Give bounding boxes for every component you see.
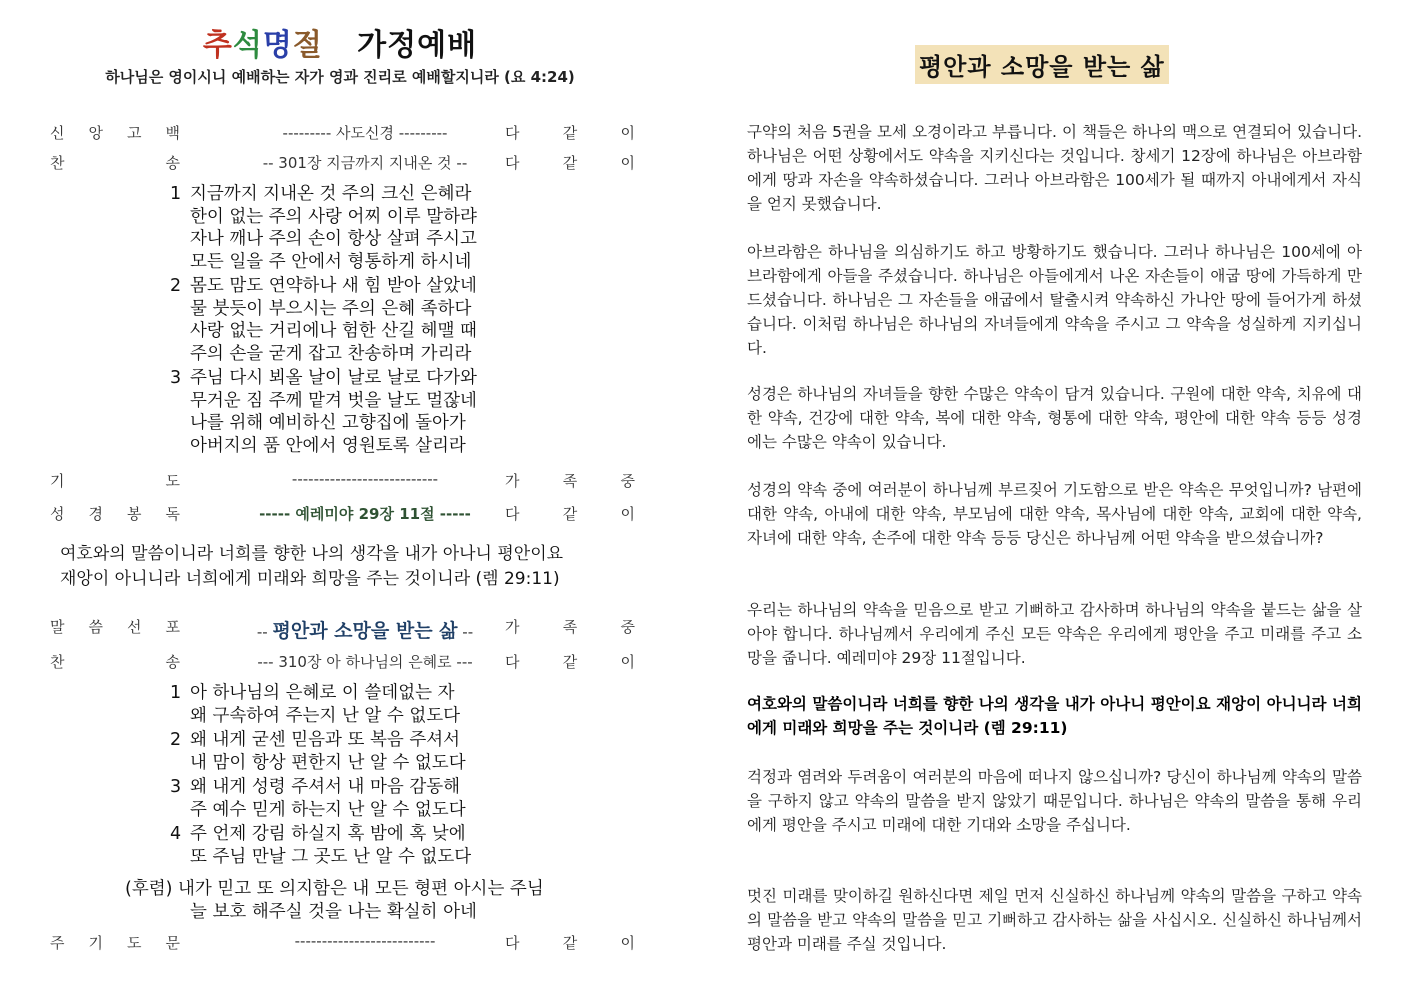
order-label: 찬 송	[50, 154, 180, 172]
page-title	[0, 20, 680, 64]
order-who: 가 족 중	[505, 618, 635, 636]
verse-line: 또 주님 만날 그 곳도 난 알 수 없도다	[190, 846, 472, 867]
verse-line: 왜 구속하여 주는지 난 알 수 없도다	[190, 705, 461, 726]
verse-line: 주 언제 강림 하실지 혹 밤에 혹 낮에	[190, 824, 466, 844]
verse-line: 아버지의 품 안에서 영원토록 살리라	[190, 435, 466, 456]
order-middle: --- 310장 아 하나님의 은혜로 ---	[257, 653, 473, 671]
sermon-scripture-quote: 여호와의 말씀이니라 너희를 향한 나의 생각을 내가 아나니 평안이요 재앙이 아니니라 너희에게 미래와 희망을 주는 것이니라 (렘 29:11)	[747, 695, 1362, 737]
order-who: 다 같 이	[505, 505, 635, 523]
order-middle: --------- 사도신경 ---------	[282, 124, 448, 142]
order-row-creed	[50, 122, 640, 146]
hymn-301-lyrics	[170, 183, 590, 459]
title-char-2: 석	[232, 28, 263, 63]
verse-number: 1	[170, 683, 182, 703]
verse-line: 무거운 짐 주께 맡겨 벗을 날도 멀잖네	[190, 390, 477, 411]
verse-line: 나를 위해 예비하신 고향집에 돌아가	[190, 413, 466, 433]
order-who: 다 같 이	[505, 934, 635, 952]
order-row-hymn1	[50, 152, 640, 176]
order-row-sermon	[50, 616, 640, 640]
sermon-heading: 평안과 소망을 받는 삶	[915, 45, 1169, 84]
order-label: 기 도	[50, 472, 180, 490]
verse-line: 왜 내게 성령 주셔서 내 마음 감동해	[190, 777, 461, 797]
chorus-line: (후렴) 내가 믿고 또 의지함은 내 모든 형편 아시는 주님	[125, 879, 544, 899]
title-char-3: 명	[262, 28, 293, 63]
verse-line: 아 하나님의 은혜로 이 쓸데없는 자	[190, 683, 455, 703]
left-page	[0, 0, 700, 992]
order-label: 신 앙 고 백	[50, 124, 180, 142]
title-char-4: 절	[292, 28, 323, 63]
order-label: 성 경 봉 독	[50, 505, 180, 523]
sermon-paragraph: 성경의 약속 중에 여러분이 하나님께 부르짖어 기도함으로 받은 약속은 무엇입니까? 남편에 대한 약속, 아내에 대한 약속, 부모님에 대한 약속, 목사님에 대한 약속, 교회에 대한 약속, 자녀에 대한 약속, 손주에 대한 약속 등등 당신은 하나님께 어떤 약속을 받으셨습니까?	[747, 481, 1362, 547]
order-who: 가 족 중	[505, 472, 635, 490]
order-label: 찬 송	[50, 653, 180, 671]
verse-line: 자나 깨나 주의 손이 항상 살펴 주시고	[190, 229, 477, 249]
verse-number: 2	[170, 730, 182, 750]
order-middle: --------------------------	[294, 932, 436, 950]
verse-line: 주의 손을 굳게 잡고 찬송하며 가리라	[190, 343, 472, 364]
sermon-paragraph: 우리는 하나님의 약속을 믿음으로 받고 기뻐하고 감사하며 하나님의 약속을 붙드는 삶을 살아야 합니다. 하나님께서 우리에게 주신 모든 약속은 우리에게 평안을 주고 미래를 주고 소망을 줍니다. 예레미야 29장 11절입니다.	[747, 601, 1362, 667]
sermon-paragraph: 아브라함은 하나님을 의심하기도 하고 방황하기도 했습니다. 그러나 하나님은 100세에 아브라함에게 아들을 주셨습니다. 하나님은 아들에게서 나온 자손들이 애굽 땅에 가득하게 만드셨습니다. 하나님은 그 자손들을 애굽에서 탈출시켜 약속하신 가나안 땅에 들어가게 하셨습니다. 이처럼 하나님은 하나님의 자녀들에게 약속을 주시고 그 약속을 성실하게 지키십니다.	[747, 243, 1362, 357]
order-row-scripture	[50, 503, 640, 527]
hymn-verse	[170, 823, 590, 868]
order-who: 다 같 이	[505, 124, 635, 142]
scripture-line: 여호와의 말씀이니라 너희를 향한 나의 생각을 내가 아나니 평안이요	[60, 544, 564, 564]
right-page	[702, 0, 1403, 992]
verse-line: 내 맘이 항상 편한지 난 알 수 없도다	[190, 752, 466, 773]
verse-line: 주 예수 믿게 하는지 난 알 수 없도다	[190, 799, 466, 820]
verse-number: 3	[170, 368, 182, 388]
order-middle	[190, 616, 540, 643]
hymn-verse	[170, 729, 590, 774]
verse-line: 몸도 맘도 연약하나 새 힘 받아 살았네	[190, 276, 477, 296]
order-middle: ----- 예레미야 29장 11절 -----	[259, 505, 471, 523]
verse-line: 사랑 없는 거리에나 험한 산길 헤맬 때	[190, 321, 477, 341]
subtitle: 하나님은 영이시니 예배하는 자가 영과 진리로 예배할지니라 (요 4:24)	[105, 68, 575, 86]
hymn-verse	[170, 776, 590, 821]
hymn-verse	[170, 183, 590, 273]
order-label: 말 씀 선 포	[50, 618, 180, 636]
order-row-lords-prayer	[50, 932, 640, 956]
scripture-line: 재앙이 아니니라 너희에게 미래와 희망을 주는 것이니라 (렘 29:11)	[60, 569, 560, 589]
sermon-paragraph: 걱정과 염려와 두려움이 여러분의 마음에 떠나지 않으십니까? 당신이 하나님께 약속의 말씀을 구하지 않고 약속의 말씀을 받지 않았기 때문입니다. 하나님은 약속의 말씀을 통해 우리에게 평안을 주시고 미래에 대한 기대와 소망을 주십니다.	[747, 768, 1362, 834]
chorus-line: 늘 보호 해주실 것을 나는 확실히 아네	[190, 902, 477, 922]
hymn-verse	[170, 275, 590, 365]
verse-number: 3	[170, 777, 182, 797]
hymn-310-lyrics	[170, 682, 590, 870]
dash-suffix: --	[457, 623, 474, 641]
hymn-chorus	[125, 878, 645, 924]
scripture-text	[60, 542, 640, 592]
verse-line: 한이 없는 주의 사랑 어찌 이루 말하랴	[190, 206, 477, 227]
title-char-1: 추	[202, 28, 233, 63]
verse-line: 주님 다시 뵈올 날이 날로 날로 다가와	[190, 368, 477, 388]
verse-number: 1	[170, 184, 182, 204]
order-row-hymn2	[50, 651, 640, 675]
sermon-paragraph: 성경은 하나님의 자녀들을 향한 수많은 약속이 담겨 있습니다. 구원에 대한 약속, 치유에 대한 약속, 건강에 대한 약속, 복에 대한 약속, 형통에 대한 약속, 평안에 대한 약속 등등 성경에는 수많은 약속이 있습니다.	[747, 385, 1362, 451]
title-rest: 가정예배	[357, 28, 478, 63]
sermon-title: 평안과 소망을 받는 삶	[272, 620, 458, 642]
verse-line: 모든 일을 주 안에서 형통하게 하시네	[190, 251, 472, 272]
sermon-paragraph: 구약의 처음 5권을 모세 오경이라고 부릅니다. 이 책들은 하나의 맥으로 연결되어 있습니다. 하나님은 어떤 상황에서도 약속을 지키신다는 것입니다. 창세기 12장에 하나님은 아브라함에게 땅과 자손을 약속하셨습니다. 그러나 아브라함은 100세가 될 때까지 아내에게서 자식을 얻지 못했습니다.	[747, 123, 1362, 213]
verse-line: 지금까지 지내온 것 주의 크신 은혜라	[190, 184, 472, 204]
order-who: 다 같 이	[505, 653, 635, 671]
sermon-paragraph: 멋진 미래를 맞이하길 원하신다면 제일 먼저 신실하신 하나님께 약속의 말씀을 구하고 약속의 말씀을 받고 약속의 말씀을 믿고 기뻐하고 감사하는 삶을 사십시오. 신실하신 하나님께서 평안과 미래를 주실 것입니다.	[747, 887, 1362, 953]
order-label: 주 기 도 문	[50, 934, 180, 952]
hymn-verse	[170, 682, 590, 727]
dash-prefix: --	[256, 623, 273, 641]
verse-line: 왜 내게 굳센 믿음과 또 복음 주셔서	[190, 730, 461, 750]
order-who: 다 같 이	[505, 154, 635, 172]
hymn-verse	[170, 367, 590, 457]
verse-number: 2	[170, 276, 182, 296]
order-row-prayer	[50, 470, 640, 494]
verse-line: 물 붓듯이 부으시는 주의 은혜 족하다	[190, 298, 472, 319]
verse-number: 4	[170, 824, 182, 844]
order-middle: ---------------------------	[291, 470, 439, 488]
order-middle: -- 301장 지금까지 지내온 것 --	[262, 154, 468, 172]
